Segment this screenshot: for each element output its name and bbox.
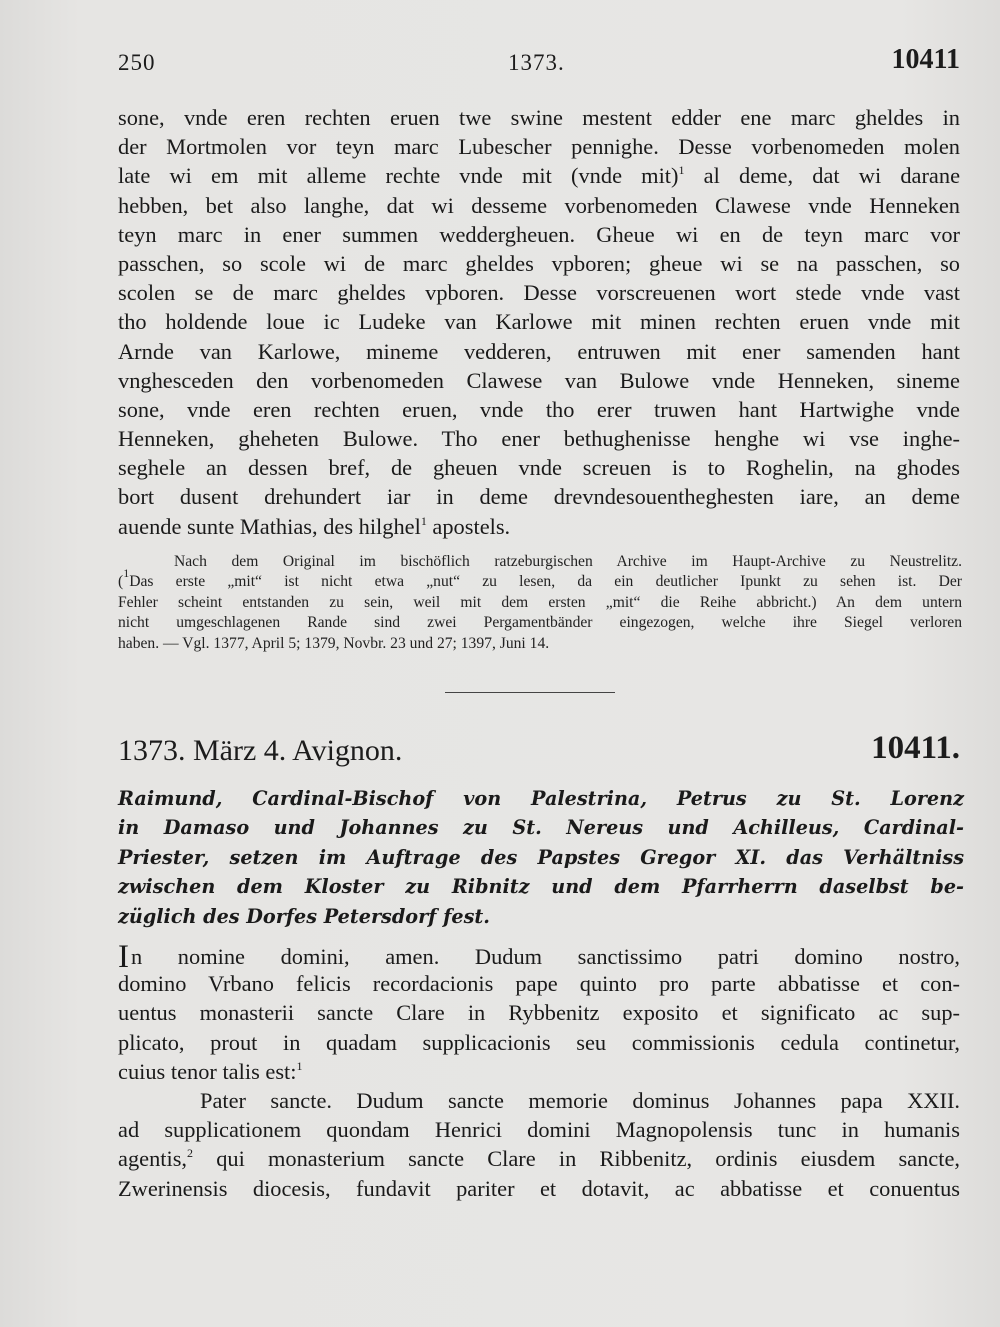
footnote-marker: 1 — [420, 513, 427, 528]
text-segment: n nomine domini, amen. Dudum sanctissimo patri domino nostro, — [131, 944, 960, 969]
text-line: ad supplicationem quondam Henrici domini Magnopolensis tunc in humanis — [118, 1117, 960, 1143]
text-segment: apostels. — [426, 513, 511, 539]
summary-line: zwischen dem Kloster zu Ribnitz und dem Pfarrherrn daselbst be- — [118, 875, 964, 899]
header-year: 1373. — [508, 50, 565, 75]
summary-line: Raimund, Cardinal-Bischof von Palestrina, Petrus zu St. Lorenz — [118, 787, 964, 810]
text-segment: qui monasterium sancte Clare in Ribbenitz, ordinis eiusdem sancte, — [193, 1146, 960, 1172]
summary-line: Priester, setzen im Auftrage des Papstes Gregor XI. das Verhältniss — [118, 845, 964, 869]
charter-text-continued — [118, 103, 960, 541]
page-number: 250 — [118, 50, 156, 75]
page-header — [118, 44, 960, 80]
latin-charter-text — [118, 940, 960, 1203]
text-line: Pater sancte. Dudum sancte memorie dominus Johannes papa XXII. — [200, 1087, 960, 1113]
text-line: uentus monasterii sancte Clare in Rybbenitz exposito et significato ac sup- — [118, 1000, 960, 1026]
initial-letter: I — [118, 939, 129, 975]
footnote-marker: 2 — [187, 1146, 194, 1161]
text-line — [118, 512, 960, 541]
header-document-number: 10411 — [891, 44, 960, 75]
text-line: sone, vnde eren rechten eruen, vnde tho erer truwen hant Hartwighe vnde — [118, 396, 960, 422]
text-line — [118, 939, 960, 975]
text-line: Zwerinensis diocesis, fundavit pariter et dotavit, ac abbatisse et conuentus — [118, 1175, 960, 1201]
note-line: Nach dem Original im bischöflich ratzeburgischen Archive im Haupt-Archive zu Neustrelitz. — [174, 553, 962, 570]
entry-heading — [118, 730, 960, 774]
text-line — [118, 1144, 960, 1173]
footnote-marker: 1 — [678, 163, 685, 178]
note-line: haben. — Vgl. 1377, April 5; 1379, Novbr. 23 und 27; 1397, Juni 14. — [118, 634, 550, 652]
summary-line: züglich des Dorfes Petersdorf fest. — [118, 904, 490, 928]
note-segment: Das erste „mit“ ist nicht etwa „nut“ zu lesen, da ein deutlicher Ipunkt zu sehen ist. Der — [129, 573, 962, 591]
entry-date-place: 1373. März 4. Avignon. — [118, 734, 403, 767]
text-line: vnghesceden den vorbenomeden Clawese van Bulowe vnde Henneken, sineme — [118, 367, 960, 393]
footnote-marker: 1 — [296, 1058, 303, 1073]
entry-summary — [118, 784, 964, 931]
footnote-marker: 1 — [123, 566, 130, 581]
text-line: passchen, so scole wi de marc gheldes vpboren; gheue wi se na passchen, so — [118, 250, 960, 276]
text-line — [118, 1057, 960, 1086]
note-line: nicht umgeschlagenen Rande sind zwei Pergamentbänder eingezogen, welche ihre Siegel verloren — [118, 614, 962, 632]
text-segment: late wi em mit alleme rechte vnde mit (vnde mit) — [118, 163, 679, 189]
text-line: scolen se de marc gheldes vpboren. Desse vorscreuenen wort stede vnde vast — [118, 280, 960, 306]
note-line — [118, 566, 962, 592]
text-segment: agentis, — [118, 1146, 188, 1172]
text-line: teyn marc in ener summen weddergheuen. Gheue wi en de teyn marc vor — [118, 221, 960, 247]
text-segment: auende sunte Mathias, des hilghel — [118, 513, 421, 539]
source-note — [118, 552, 962, 654]
text-line: bort dusent drehundert iar in deme drevndesouentheghesten iare, an deme — [118, 484, 960, 510]
text-line — [118, 161, 960, 190]
text-line: der Mortmolen vor teyn marc Lubescher pennighe. Desse vorbenomeden molen — [118, 134, 960, 160]
text-line: sone, vnde eren rechten eruen twe swine mestent edder ene marc gheldes in — [118, 105, 960, 130]
text-line: seghele an dessen bref, de gheuen vnde screuen is to Roghelin, na ghodes — [118, 455, 960, 481]
text-segment: cuius tenor talis est: — [118, 1058, 297, 1084]
text-line: Arnde van Karlowe, mineme vedderen, entruwen mit ener samenden hant — [118, 338, 960, 364]
text-line: Henneken, gheheten Bulowe. Tho ener bethughenisse henghe wi vse inghe- — [118, 426, 960, 452]
text-line: plicato, prout in quadam supplicacionis seu commissionis cedula continetur, — [118, 1029, 960, 1055]
text-line: hebben, bet also langhe, dat wi desseme vorbenomeden Clawese vnde Henneken — [118, 192, 960, 218]
note-paren: ( — [118, 573, 124, 591]
text-segment: al deme, dat wi darane — [684, 163, 961, 189]
section-divider — [445, 692, 615, 693]
text-line: domino Vrbano felicis recordacionis pape quinto pro parte abbatisse et con- — [118, 971, 960, 997]
entry-number: 10411. — [871, 730, 960, 766]
note-line: Fehler scheint entstanden zu sein, weil mit dem ersten „mit“ die Reihe abbricht.) An dem untern — [118, 593, 962, 611]
text-line: tho holdende loue ic Ludeke van Karlowe mit minen rechten eruen vnde mit — [118, 309, 960, 335]
summary-line: in Damaso und Johannes zu St. Nereus und Achilleus, Cardinal- — [118, 816, 964, 840]
